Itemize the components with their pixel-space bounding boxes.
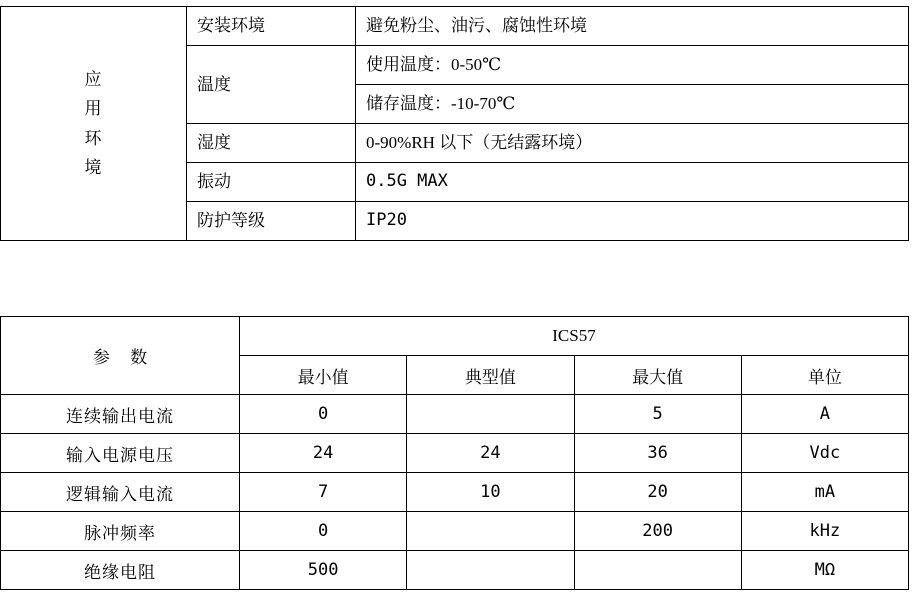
application-environment-table (0, 6, 909, 241)
env-row-header-char-4: 境 (84, 157, 103, 177)
param-label-pulse-frequency: 脉冲频率 (1, 512, 240, 551)
param-min-insulation-resistance: 500 (240, 551, 407, 590)
param-label-input-supply-voltage: 输入电源电压 (1, 434, 240, 473)
env-label-vibration: 振动 (187, 163, 356, 202)
param-min-logic-input-current: 7 (240, 473, 407, 512)
table-row (1, 395, 909, 434)
env-value-storage-temperature: 储存温度：-10-70℃ (356, 85, 909, 124)
param-max-input-supply-voltage: 36 (574, 434, 741, 473)
param-typ-logic-input-current: 10 (407, 473, 574, 512)
table-row (1, 434, 909, 473)
param-max-continuous-output-current: 5 (574, 395, 741, 434)
param-max-insulation-resistance (574, 551, 741, 590)
param-unit-continuous-output-current: A (741, 395, 908, 434)
param-min-pulse-frequency: 0 (240, 512, 407, 551)
param-column-max: 最大值 (574, 356, 741, 395)
table-row (1, 317, 909, 356)
env-value-protection-grade: IP20 (356, 202, 909, 241)
param-max-pulse-frequency: 200 (574, 512, 741, 551)
env-row-header-char-1: 应 (84, 70, 103, 90)
param-min-input-supply-voltage: 24 (240, 434, 407, 473)
param-typ-continuous-output-current (407, 395, 574, 434)
env-value-vibration: 0.5G MAX (356, 163, 909, 202)
param-unit-pulse-frequency: kHz (741, 512, 908, 551)
param-label-continuous-output-current: 连续输出电流 (1, 395, 240, 434)
param-unit-insulation-resistance: MΩ (741, 551, 908, 590)
param-min-continuous-output-current: 0 (240, 395, 407, 434)
table-row (1, 7, 909, 46)
env-label-install: 安装环境 (187, 7, 356, 46)
env-label-protection-grade: 防护等级 (187, 202, 356, 241)
param-max-logic-input-current: 20 (574, 473, 741, 512)
param-typ-insulation-resistance (407, 551, 574, 590)
param-column-min: 最小值 (240, 356, 407, 395)
env-value-install: 避免粉尘、油污、腐蚀性环境 (356, 7, 909, 46)
param-unit-input-supply-voltage: Vdc (741, 434, 908, 473)
parameter-table (0, 316, 909, 590)
param-column-unit: 单位 (741, 356, 908, 395)
param-corner-label: 参 数 (1, 317, 240, 395)
table-row (1, 473, 909, 512)
param-unit-logic-input-current: mA (741, 473, 908, 512)
env-row-header-char-3: 环 (84, 128, 103, 148)
env-label-temperature: 温度 (187, 46, 356, 124)
env-value-operating-temperature: 使用温度：0-50℃ (356, 46, 909, 85)
table-row (1, 512, 909, 551)
param-product-name: ICS57 (240, 317, 909, 356)
param-label-logic-input-current: 逻辑输入电流 (1, 473, 240, 512)
param-typ-pulse-frequency (407, 512, 574, 551)
env-row-header (1, 7, 187, 241)
env-label-humidity: 湿度 (187, 124, 356, 163)
param-label-insulation-resistance: 绝缘电阻 (1, 551, 240, 590)
table-row (1, 551, 909, 590)
param-typ-input-supply-voltage: 24 (407, 434, 574, 473)
param-column-typ: 典型值 (407, 356, 574, 395)
env-row-header-char-2: 用 (84, 99, 103, 119)
env-value-humidity: 0-90%RH 以下（无结露环境） (356, 124, 909, 163)
